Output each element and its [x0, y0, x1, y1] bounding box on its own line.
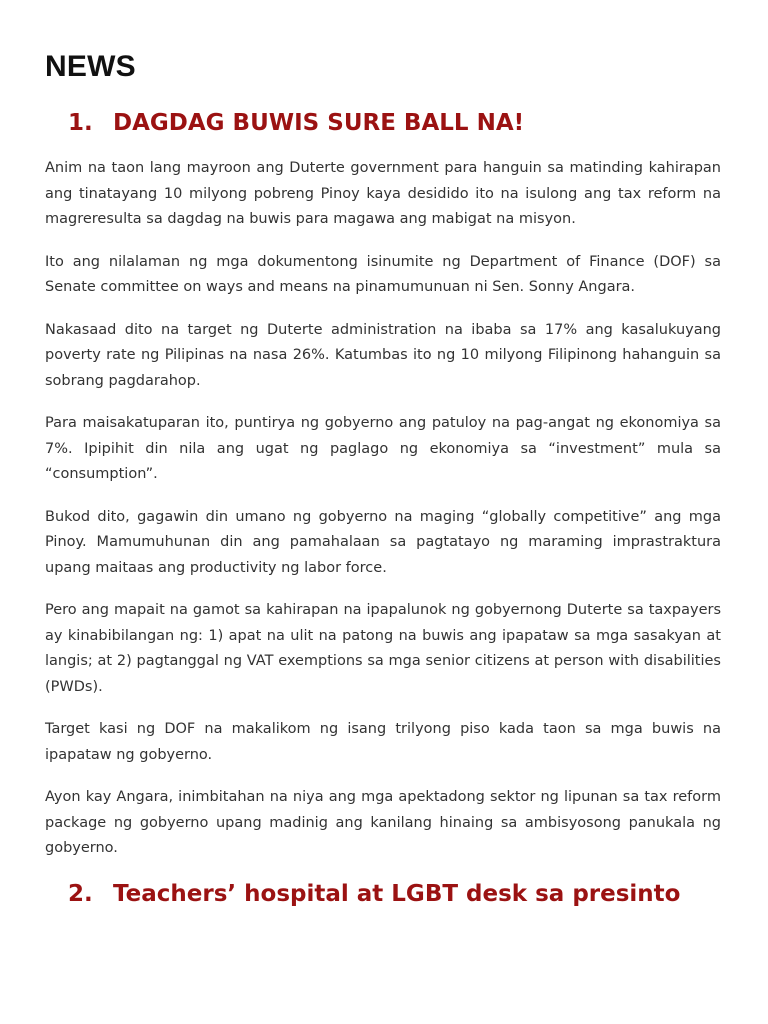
article-1-number: 1.: [68, 110, 93, 136]
article-1-paragraph-2: Ito ang nilalaman ng mga dokumentong isinumite ng Department of Finance (DOF) sa Senate committee on ways and means na pinamumunuan ni Sen. Sonny Angara.: [45, 253, 721, 295]
article-1-paragraph-1: Anim na taon lang mayroon ang Duterte government para hanguin sa matinding kahirapan ang tinatayang 10 milyong pobreng Pinoy kaya desidido ito na isulong ang tax reform na magreresulta sa dagdag na buwis para magawa ang mabigat na misyon.: [45, 160, 721, 227]
article-1-paragraph-4: Para maisakatuparan ito, puntirya ng gobyerno ang patuloy na pag-angat ng ekonomiya sa 7%. Ipipihit din nila ang ugat ng paglago ng ekonomiya sa “investment” mula sa “consumption”.: [45, 415, 721, 482]
article-1-paragraph-5: Bukod dito, gagawin din umano ng gobyerno na maging “globally competitive” ang mga Pinoy. Mamumuhunan din ang pamahalaan sa pagtatayo ng maraming imprastraktura upang maitaas ang productivity ng labor force.: [45, 508, 721, 576]
article-1-paragraph-6: Pero ang mapait na gamot sa kahirapan na ipapalunok ng gobyernong Duterte sa taxpayers ay kinabibilangan ng: 1) apat na ulit na patong na buwis ang ipapataw sa mga sasakyan at langis; at 2) pagtanggal ng VAT exemptions sa mga senior citizens at person with disabilities (PWDs).: [45, 602, 721, 695]
article-1-headline: [45, 108, 721, 138]
article-1-paragraph-8: Ayon kay Angara, inimbitahan na niya ang mga apektadong sektor ng lipunan sa tax reform package ng gobyerno upang madinig ang kanilang hinaing sa ambisyosong panukala ng gobyerno.: [45, 789, 721, 856]
article-2-headline: [45, 879, 721, 909]
article-2-headline-text: Teachers’ hospital at LGBT desk sa presinto: [113, 880, 681, 907]
article-1-paragraph-7: Target kasi ng DOF na makalikom ng isang trilyong piso kada taon sa mga buwis na ipapataw ng gobyerno.: [45, 721, 721, 763]
section-title: NEWS: [45, 50, 136, 83]
article-1-paragraph-3: Nakasaad dito na target ng Duterte administration na ibaba sa 17% ang kasalukuyang poverty rate ng Pilipinas na nasa 26%. Katumbas ito ng 10 milyong Filipinong hahanguin sa sobrang pagdarahop.: [45, 321, 721, 389]
article-2-number: 2.: [68, 880, 93, 907]
article-1-headline-text: DAGDAG BUWIS SURE BALL NA!: [113, 110, 525, 136]
